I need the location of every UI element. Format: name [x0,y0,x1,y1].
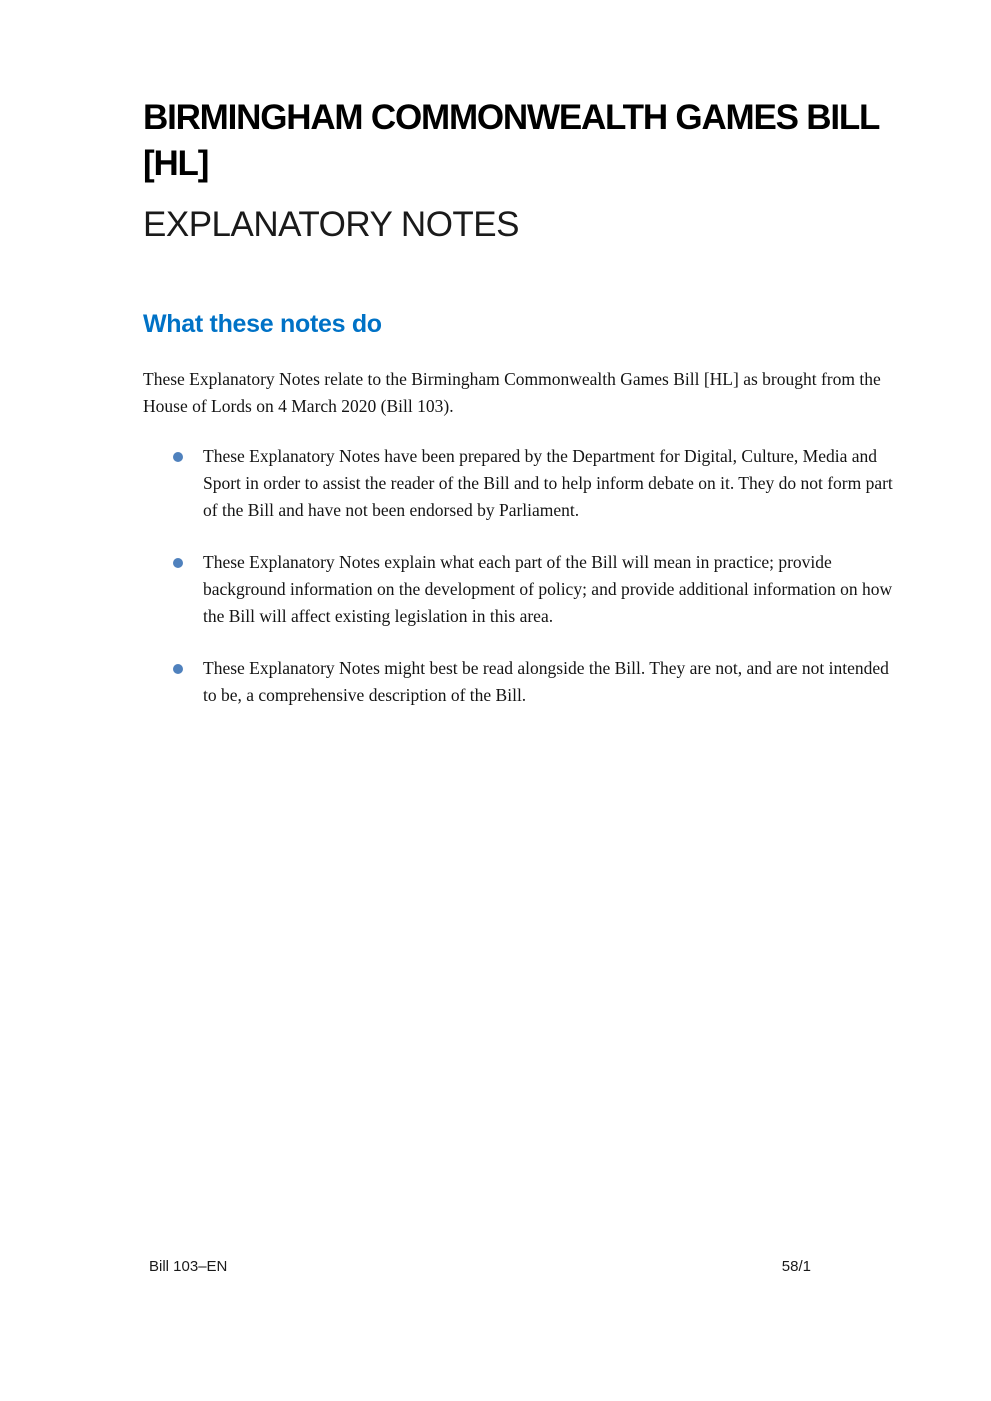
document-subtitle: EXPLANATORY NOTES [143,205,519,244]
page-footer [149,1258,811,1275]
document-content [143,0,893,734]
bullet-text: These Explanatory Notes have been prepared by the Department for Digital, Culture, Media and Sport in order to assist the reader of the Bill and to help inform debate on it. They do not form part of the Bill and have not been endorsed by Parliament. [203,446,893,520]
bullet-text: These Explanatory Notes explain what each part of the Bill will mean in practice; provide background information on the development of policy; and provide additional information on how the Bill will affect existing legislation in this area. [203,552,893,626]
document-title: BIRMINGHAM COMMONWEALTH GAMES BILL [HL] [143,98,879,183]
footer-bill-number: Bill 103–EN [149,1258,228,1275]
section-heading: What these notes do [143,310,382,338]
bullet-list [143,443,893,709]
intro-paragraph: These Explanatory Notes relate to the Birmingham Commonwealth Games Bill [HL] as brought from the House of Lords on 4 March 2020 (Bill 103). [143,369,881,416]
footer-session-number: 58/1 [781,1258,811,1275]
list-item [143,443,903,524]
bullet-icon [173,452,183,462]
list-item [143,655,903,709]
bullet-icon [173,664,183,674]
list-item [143,549,903,630]
bullet-text: These Explanatory Notes might best be read alongside the Bill. They are not, and are not intended to be, a comprehensive description of the Bill. [203,658,889,705]
bullet-icon [173,558,183,568]
